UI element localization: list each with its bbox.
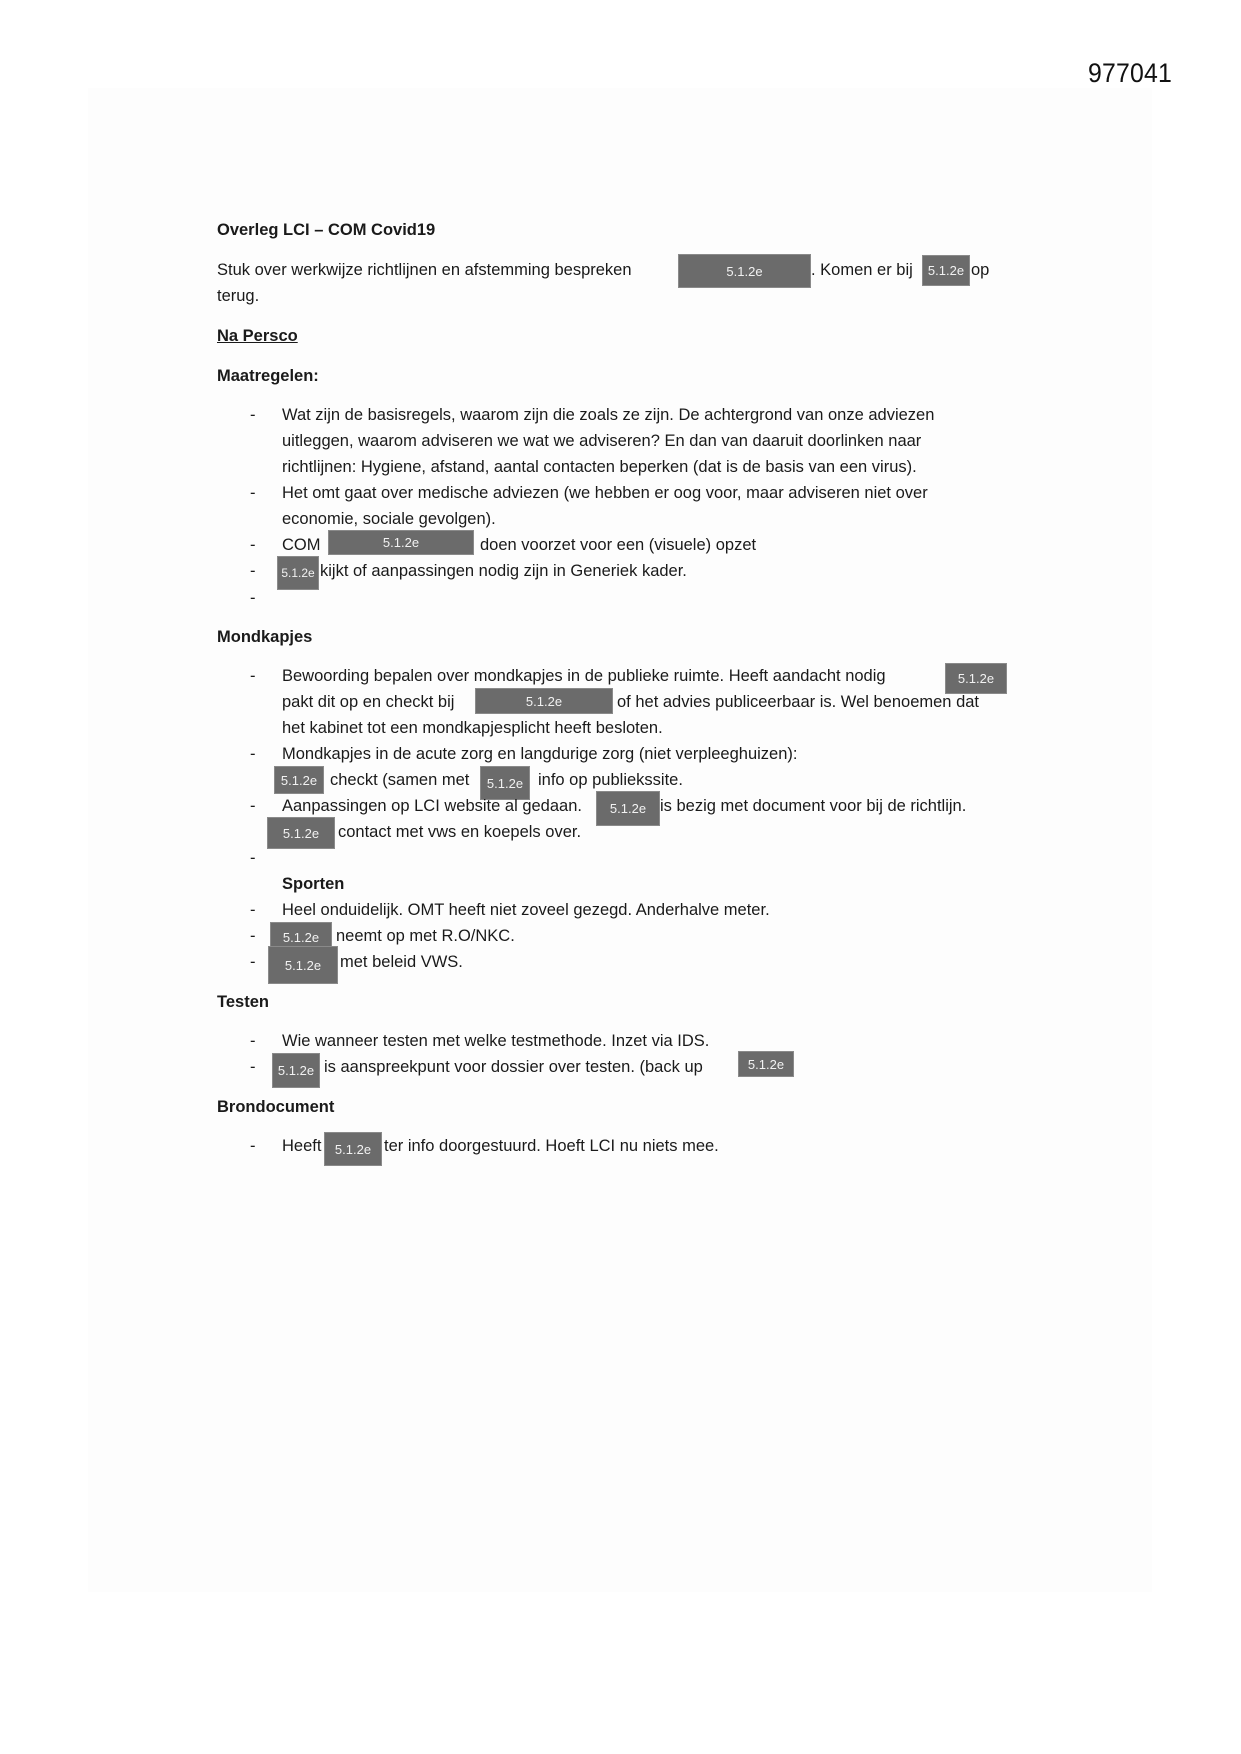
redaction-box: 5.1.2e	[678, 254, 811, 288]
list-item-cont: richtlijnen: Hygiene, afstand, aantal contacten beperken (dat is de basis van een virus).	[282, 458, 917, 476]
list-item-cont: checkt (samen met	[330, 771, 470, 789]
list-item-cont: info op publiekssite.	[538, 771, 683, 789]
section-heading-na-persco: Na Persco	[217, 327, 298, 345]
list-item-cont: contact met vws en koepels over.	[338, 823, 582, 841]
list-item: met beleid VWS.	[340, 953, 463, 971]
redaction-box: 5.1.2e	[922, 255, 970, 286]
list-item-cont: ter info doorgestuurd. Hoeft LCI nu niets mee.	[384, 1137, 719, 1155]
list-item: Heel onduidelijk. OMT heeft niet zoveel gezegd. Anderhalve meter.	[282, 901, 770, 919]
bullet-dash: -	[250, 927, 256, 945]
list-item-cont: is bezig met document voor bij de richtlijn.	[660, 797, 967, 815]
list-item: Bewoording bepalen over mondkapjes in de publieke ruimte. Heeft aandacht nodig	[282, 667, 886, 685]
intro-text-3: op	[971, 261, 990, 279]
list-item: neemt op met R.O/NKC.	[336, 927, 515, 945]
redaction-box: 5.1.2e	[277, 556, 319, 590]
list-item: Het omt gaat over medische adviezen (we hebben er oog voor, maar adviseren niet over	[282, 484, 928, 502]
redaction-box: 5.1.2e	[267, 817, 335, 849]
redaction-box: 5.1.2e	[268, 946, 338, 984]
list-item: Wat zijn de basisregels, waarom zijn die zoals ze zijn. De achtergrond van onze adviezen	[282, 406, 935, 424]
bullet-dash: -	[250, 1032, 256, 1050]
list-item: kijkt of aanpassingen nodig zijn in Generiek kader.	[320, 562, 687, 580]
list-item: Aanpassingen op LCI website al gedaan.	[282, 797, 582, 815]
bullet-dash: -	[250, 667, 256, 685]
bullet-dash: -	[250, 797, 256, 815]
redaction-box: 5.1.2e	[270, 922, 332, 952]
redaction-box: 5.1.2e	[738, 1051, 794, 1077]
redaction-box: 5.1.2e	[328, 530, 474, 555]
bullet-dash: -	[250, 901, 256, 919]
redaction-box: 5.1.2e	[480, 766, 530, 800]
bullet-dash: -	[250, 1058, 256, 1076]
bullet-dash: -	[250, 1137, 256, 1155]
list-item-cont: of het advies publiceerbaar is. Wel benoemen dat	[617, 693, 980, 711]
bullet-dash: -	[250, 562, 256, 580]
redaction-box: 5.1.2e	[945, 663, 1007, 694]
bullet-dash: -	[250, 484, 256, 502]
bullet-dash: -	[250, 406, 256, 424]
list-item-cont: pakt dit op en checkt bij	[282, 693, 455, 711]
bullet-dash: -	[250, 745, 256, 763]
list-item: Mondkapjes in de acute zorg en langdurige zorg (niet verpleeghuizen):	[282, 745, 798, 763]
list-item: Wie wanneer testen met welke testmethode. Inzet via IDS.	[282, 1032, 710, 1050]
list-item-cont: doen voorzet voor een (visuele) opzet	[480, 536, 757, 554]
redaction-box: 5.1.2e	[596, 791, 660, 826]
page-title: Overleg LCI – COM Covid19	[217, 221, 436, 239]
document-number: 977041	[1088, 58, 1172, 88]
redaction-box: 5.1.2e	[272, 1053, 320, 1088]
bullet-dash: -	[250, 536, 256, 554]
list-item-cont: economie, sociale gevolgen).	[282, 510, 496, 528]
bullet-dash: -	[250, 589, 256, 607]
list-item: is aanspreekpunt voor dossier over testen. (back up	[324, 1058, 703, 1076]
section-heading-maatregelen: Maatregelen:	[217, 367, 319, 385]
list-item: COM	[282, 536, 321, 554]
section-heading-testen: Testen	[217, 993, 269, 1011]
list-item-cont: het kabinet tot een mondkapjesplicht heeft besloten.	[282, 719, 663, 737]
section-heading-mondkapjes: Mondkapjes	[217, 628, 313, 646]
intro-text-1: Stuk over werkwijze richtlijnen en afstemming bespreken	[217, 261, 632, 279]
scanned-page	[88, 88, 1152, 1592]
intro-text-2: . Komen er bij	[811, 261, 913, 279]
bullet-dash: -	[250, 953, 256, 971]
redaction-box: 5.1.2e	[475, 688, 613, 714]
intro-text-4: terug.	[217, 287, 260, 305]
redaction-box: 5.1.2e	[324, 1132, 382, 1166]
bullet-dash: -	[250, 849, 256, 867]
list-item-cont: uitleggen, waarom adviseren we wat we adviseren? En dan van daaruit doorlinken naar	[282, 432, 922, 450]
section-heading-brondocument: Brondocument	[217, 1098, 335, 1116]
list-item: Heeft	[282, 1137, 322, 1155]
redaction-box: 5.1.2e	[274, 766, 324, 794]
section-heading-sporten: Sporten	[282, 875, 345, 893]
